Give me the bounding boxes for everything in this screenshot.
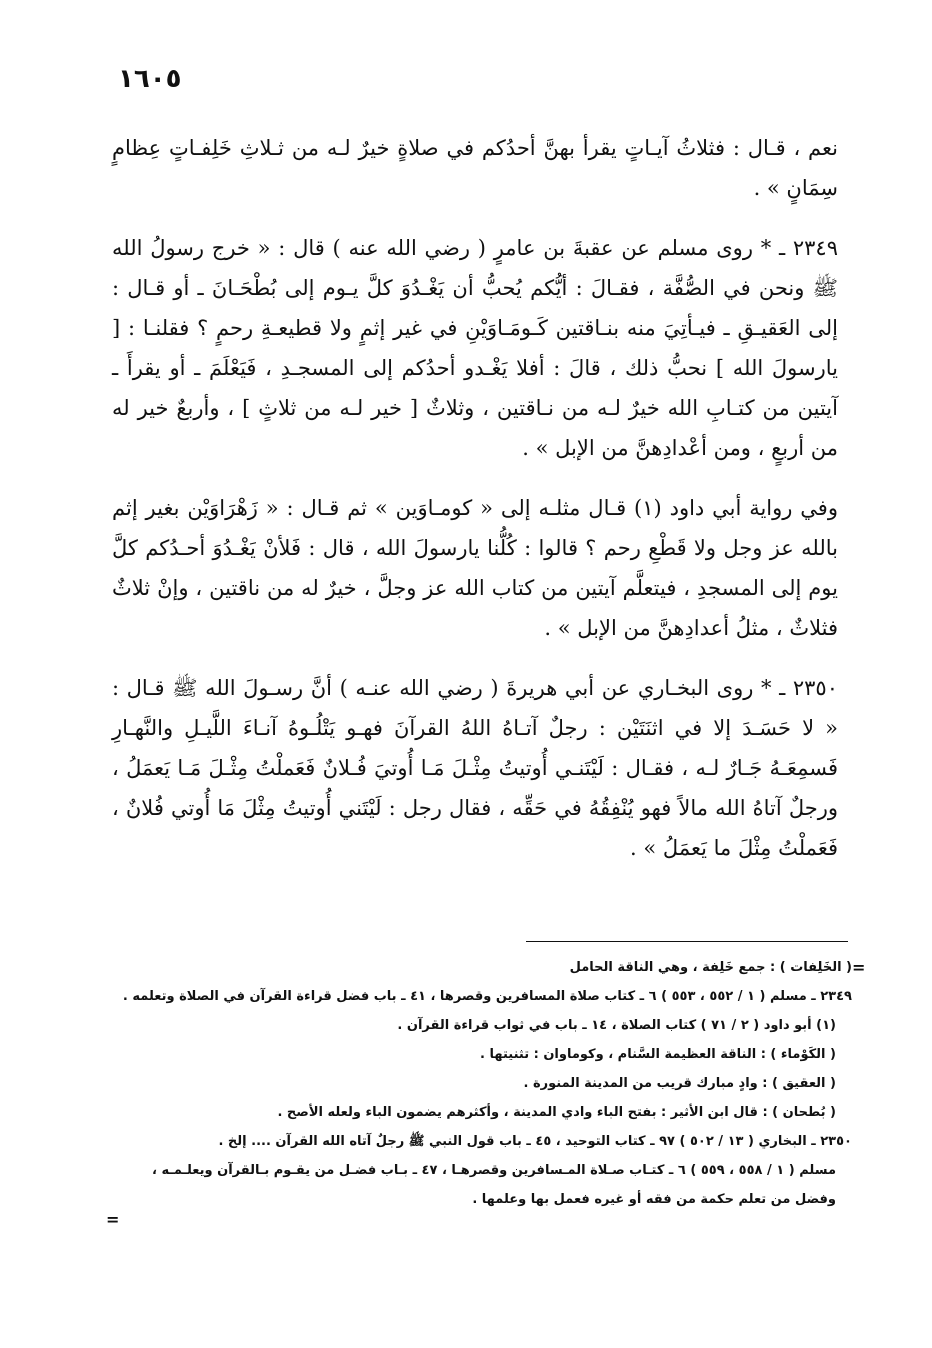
main-text [112,128,838,868]
footnotes [112,953,852,1214]
footnote-aqiq: ( العقيق ) : وادٍ مبارك قريب من المدينة المنورة . [523,1076,836,1091]
footnote-source-2350-bukhari: ٢٣٥٠ ـ البخاري ( ١٣ / ٥٠٢ ) ٩٧ ـ كتاب التوحيد ، ٤٥ ـ باب قول النبي ﷺ رجلٌ آتاه الله القرآن .... إلخ . [218,1134,852,1149]
footnote-divider [526,941,848,942]
paragraph-hadith-2350: ٢٣٥٠ ـ * روى البخـاري عن أبي هريرةَ ( رضي الله عنـه ) أنَّ رسـولَ الله ﷺ قـال : « لا حَسَـدَ إلا في اثنَتَيْن : رجلٌ آتـاهُ اللهُ القرآنَ فهـو يَتْلُـوهُ آنـاءَ اللَّيـلِ والنَّهـارِ فَسمِعَـهُ جَـارٌ لـه ، فقـال : لَيْتَنـي أُوتيتُ مِثْـلَ مَـا أُوتيَ فُـلانٌ فَعَملْتُ مِثْـلَ مَـا يَعمَلُ ، ورجلٌ آتاهُ الله مالاً فهو يُنْفِقُهُ في حَقِّه ، فقال رجل : لَيْتَني أُوتيتُ مِثْلَ مَا أُوتي فُلانٌ ، فَعَملْتُ مِثْلَ ما يَعمَلُ » . [112,676,838,860]
footnote-kawma: ( الكَوْماء ) : الناقة العظيمة السَّنام ، وكوماوان : تثنيتها . [480,1047,836,1062]
page-number: ١٦٠٥ [118,64,182,94]
continuation-mark-bottom: = [106,1210,120,1229]
footnote-abu-dawud: (١) أبو داود ( ٢ / ٧١ ) كتاب الصلاة ، ١٤ ـ باب في ثواب قراءة القرآن . [397,1018,836,1033]
footnote-khalifat: ( الخَلِفات ) : جمع خَلِفة ، وهي الناقة الحامل [569,960,852,975]
footnote-source-2350-muslim-cont: وفضل من تعلم حكمة من فقه أو غيره فعمل بها وعلمها . [472,1192,836,1207]
continuation-mark-top: = [852,958,866,977]
paragraph-continuation: نعم ، قـال : فثلاثُ آيـاتٍ يقرأ بهنَّ أحدُكم في صلاةٍ خيرٌ لـه من ثـلاثِ خَلِفـاتٍ عِظامٍ سِمَانٍ » . [112,136,838,200]
footnote-source-2350-muslim: مسلم ( ١ / ٥٥٨ ، ٥٥٩ ) ٦ ـ كتـاب صـلاة المـسافرين وقصرهـا ، ٤٧ ـ بـاب فضـل من يقـوم بـالقرآن ويعلـمـه ، [152,1163,836,1178]
paragraph-abu-dawud-narration: وفي رواية أبي داود (١) قـال مثلـه إلى « كومـاوَين » ثم قـال : « زَهْرَاوَيْن بغير إثم بالله عز وجل ولا قَطْعِ رحم ؟ قالوا : كُلُّنا يارسولَ الله ، قال : فَلأنْ يَغْـدُوَ أحـدُكم كلَّ يوم إلى المسجدِ ، فيتعلَّم آيتين من كتاب الله عز وجلَّ ، خيرٌ له من ناقتين ، وإنْ ثلاثٌ فثلاثٌ ، مثلُ أعدادِهنَّ من الإبل » . [112,496,838,640]
footnote-buthan: ( بُطحان ) : قال ابن الأثير : بفتح الباء وادي المدينة ، وأكثرهم يضمون الباء ولعله الأصح . [277,1105,836,1120]
footnote-source-2349: ٢٣٤٩ ـ مسلم ( ١ / ٥٥٢ ، ٥٥٣ ) ٦ ـ كتاب صلاة المسافرين وقصرها ، ٤١ ـ باب فضل قراءة القرآن في الصلاة وتعلمه . [122,989,852,1004]
paragraph-hadith-2349: ٢٣٤٩ ـ * روى مسلم عن عقبةَ بن عامرٍ ( رضي الله عنه ) قال : « خرج رسولُ الله ﷺ ونحن في الصُّفَّة ، فقـالَ : أيُّكم يُحبُّ أن يَغْـدُوَ كلَّ يـوم إلى بُطْحَـانَ ـ أو قـال : إلى العَقيـقِ ـ فيـأتِيَ منه بنـاقتين كَـومَـاوَيْنِ في غير إثمٍ ولا قطيعـةِ رحمٍ ؟ فقلنـا : [ يارسولَ الله ] نحبُّ ذلك ، قالَ : أفلا يَغْـدو أحدُكم إلى المسجـدِ ، فَيَعْلَمَ ـ أو يقرأَ ـ آيتين من كتـابِ الله خيرٌ لـه من نـاقتين ، وثلاثٌ [ خير لـه من ثلاثٍ ] ، وأربعٌ خير له من أربعٍ ، ومن أعْدادِهنَّ من الإبل » . [112,236,838,460]
